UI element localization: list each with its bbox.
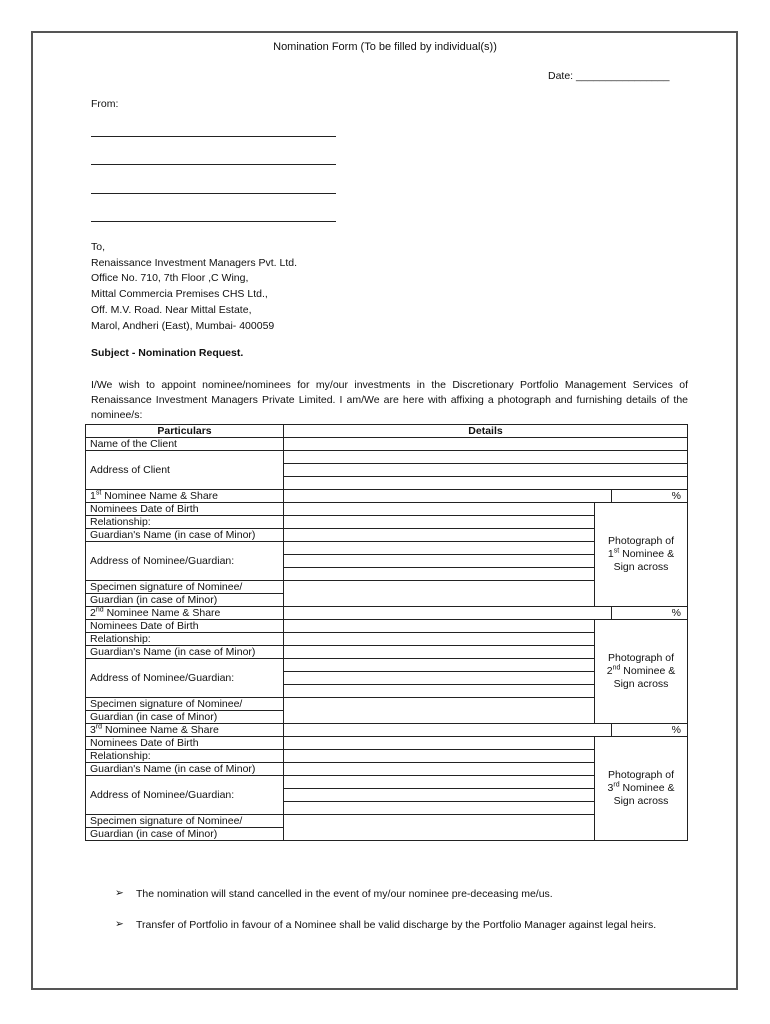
table-row xyxy=(86,607,688,620)
photo-caption: Photograph of xyxy=(608,652,674,664)
subject-line: Subject - Nomination Request. xyxy=(91,347,244,359)
details-header: Details xyxy=(284,425,688,438)
from-label: From: xyxy=(91,98,119,110)
photo-caption-text: Nominee & xyxy=(623,665,676,677)
nominee-1-specimen-label: Guardian (in case of Minor) xyxy=(86,594,284,607)
to-label: To, xyxy=(91,241,106,253)
from-line-2[interactable] xyxy=(91,164,336,165)
bullet-arrow-icon: ➢ xyxy=(115,887,124,899)
nominee-1-dob-field[interactable] xyxy=(284,503,595,516)
nominee-1-address-label: Address of Nominee/Guardian: xyxy=(86,542,284,581)
nominee-2-guardian-field[interactable] xyxy=(284,646,595,659)
nominee-2-address-label: Address of Nominee/Guardian: xyxy=(86,659,284,698)
photo-caption: Sign across xyxy=(613,795,669,807)
nominee-2-address-field[interactable] xyxy=(284,659,595,672)
ordinal-suffix: nd xyxy=(95,606,104,614)
recipient-line: Mittal Commercia Premises CHS Ltd., xyxy=(91,288,268,301)
photo-caption-text: Nominee & xyxy=(622,782,675,794)
nominee-3-address-field[interactable] xyxy=(284,776,595,789)
table-row xyxy=(86,737,688,750)
ordinal-number: 2 xyxy=(90,607,96,619)
from-line-1[interactable] xyxy=(91,136,336,137)
table-header-row xyxy=(86,425,688,438)
client-address-field[interactable] xyxy=(284,451,688,464)
client-address-label: Address of Client xyxy=(86,451,284,490)
nominee-1-address-field[interactable] xyxy=(284,568,595,581)
nominee-1-photo-box[interactable] xyxy=(595,503,688,607)
bullet-arrow-icon: ➢ xyxy=(115,918,124,930)
nominee-2-photo-box[interactable] xyxy=(595,620,688,724)
recipient-line: Renaissance Investment Managers Pvt. Ltd. xyxy=(91,256,298,269)
nominee-3-relationship-label: Relationship: xyxy=(86,750,284,763)
recipient-address xyxy=(91,240,297,334)
table-row xyxy=(86,503,688,516)
nominee-3-relationship-field[interactable] xyxy=(284,750,595,763)
nominee-2-share-field[interactable]: % xyxy=(612,607,688,620)
nominee-3-photo-box[interactable] xyxy=(595,737,688,841)
nominee-3-address-field[interactable] xyxy=(284,789,595,802)
ordinal-suffix: st xyxy=(95,489,102,497)
nominee-1-guardian-label: Guardian's Name (in case of Minor) xyxy=(86,529,284,542)
ordinal-suffix: st xyxy=(613,547,620,555)
table-row xyxy=(86,724,688,737)
ordinal-suffix: rd xyxy=(613,781,620,789)
photo-caption xyxy=(597,665,685,678)
photo-caption: Photograph of xyxy=(608,535,674,547)
recipient-line: Office No. 710, 7th Floor ,C Wing, xyxy=(91,272,249,285)
form-title: Nomination Form (To be filled by individual(s)) xyxy=(273,41,497,53)
photo-caption xyxy=(597,782,685,795)
table-row xyxy=(86,620,688,633)
nominee-3-name-label xyxy=(86,724,284,737)
date-field[interactable]: Date: ________________ xyxy=(548,70,670,82)
nominee-2-guardian-label: Guardian's Name (in case of Minor) xyxy=(86,646,284,659)
nominee-2-relationship-field[interactable] xyxy=(284,633,595,646)
note-item: The nomination will stand cancelled in the event of my/our nominee pre-deceasing me/us. xyxy=(136,888,553,900)
nominee-1-guardian-field[interactable] xyxy=(284,529,595,542)
nomination-table xyxy=(85,424,688,841)
note-item: Transfer of Portfolio in favour of a Nominee shall be valid discharge by the Portfolio Manager against legal heirs. xyxy=(136,919,657,931)
nominee-2-dob-field[interactable] xyxy=(284,620,595,633)
nominee-3-address-label: Address of Nominee/Guardian: xyxy=(86,776,284,815)
photo-caption-text: Nominee & xyxy=(622,548,675,560)
nominee-2-relationship-label: Relationship: xyxy=(86,633,284,646)
recipient-line: Off. M.V. Road. Near Mittal Estate, xyxy=(91,303,252,316)
nominee-2-address-field[interactable] xyxy=(284,672,595,685)
nominee-2-address-field[interactable] xyxy=(284,685,595,698)
ordinal-number: 1 xyxy=(607,548,614,560)
table-row xyxy=(86,451,688,464)
nominee-1-signature-field[interactable] xyxy=(284,581,595,607)
nominee-3-guardian-field[interactable] xyxy=(284,763,595,776)
ordinal-suffix: rd xyxy=(95,723,103,731)
nominee-1-name-label xyxy=(86,490,284,503)
intro-paragraph: I/We wish to appoint nominee/nominees for my/our investments in the Discretionary Portfolio Management Services of Renaissance Investment Managers Private Limited. I am/We are here with affixing a photograph and furnishing details of the nominee/s: xyxy=(91,379,688,421)
ordinal-suffix: nd xyxy=(612,664,621,672)
client-address-field[interactable] xyxy=(284,464,688,477)
nominee-3-specimen-label: Specimen signature of Nominee/ xyxy=(86,815,284,828)
nominee-3-dob-field[interactable] xyxy=(284,737,595,750)
table-row xyxy=(86,438,688,451)
ordinal-number: 2 xyxy=(606,665,613,677)
name-share-label: Nominee Name & Share xyxy=(104,490,219,502)
from-line-3[interactable] xyxy=(91,193,336,194)
ordinal-number: 3 xyxy=(90,724,96,736)
photo-caption xyxy=(597,548,685,561)
nominee-3-guardian-label: Guardian's Name (in case of Minor) xyxy=(86,763,284,776)
client-address-field[interactable] xyxy=(284,477,688,490)
nominee-1-share-field[interactable]: % xyxy=(612,490,688,503)
client-name-label: Name of the Client xyxy=(86,438,284,451)
photo-caption: Sign across xyxy=(613,561,669,573)
table-row xyxy=(86,490,688,503)
from-line-4[interactable] xyxy=(91,221,336,222)
ordinal-number: 3 xyxy=(607,782,614,794)
recipient-line: Marol, Andheri (East), Mumbai- 400059 xyxy=(91,319,275,332)
nominee-2-dob-label: Nominees Date of Birth xyxy=(86,620,284,633)
nominee-2-name-field[interactable] xyxy=(284,607,612,620)
nominee-2-name-label xyxy=(86,607,284,620)
nominee-1-name-field[interactable] xyxy=(284,490,612,503)
nominee-1-dob-label: Nominees Date of Birth xyxy=(86,503,284,516)
nominee-1-relationship-field[interactable] xyxy=(284,516,595,529)
photo-caption: Photograph of xyxy=(608,769,674,781)
name-share-label: Nominee Name & Share xyxy=(106,607,221,619)
photo-caption: Sign across xyxy=(613,678,669,690)
name-share-label: Nominee Name & Share xyxy=(105,724,219,736)
nominee-2-specimen-label: Guardian (in case of Minor) xyxy=(86,711,284,724)
nominee-3-specimen-label: Guardian (in case of Minor) xyxy=(86,828,284,841)
client-name-field[interactable] xyxy=(284,438,688,451)
nominee-3-address-field[interactable] xyxy=(284,802,595,815)
nominee-3-share-field[interactable]: % xyxy=(612,724,688,737)
nominee-1-address-field[interactable] xyxy=(284,555,595,568)
ordinal-number: 1 xyxy=(90,490,96,502)
nominee-3-name-field[interactable] xyxy=(284,724,612,737)
particulars-header: Particulars xyxy=(86,425,284,438)
nominee-2-signature-field[interactable] xyxy=(284,698,595,724)
nominee-3-signature-field[interactable] xyxy=(284,815,595,841)
nominee-2-specimen-label: Specimen signature of Nominee/ xyxy=(86,698,284,711)
nominee-1-relationship-label: Relationship: xyxy=(86,516,284,529)
nominee-1-specimen-label: Specimen signature of Nominee/ xyxy=(86,581,284,594)
nominee-1-address-field[interactable] xyxy=(284,542,595,555)
nominee-3-dob-label: Nominees Date of Birth xyxy=(86,737,284,750)
